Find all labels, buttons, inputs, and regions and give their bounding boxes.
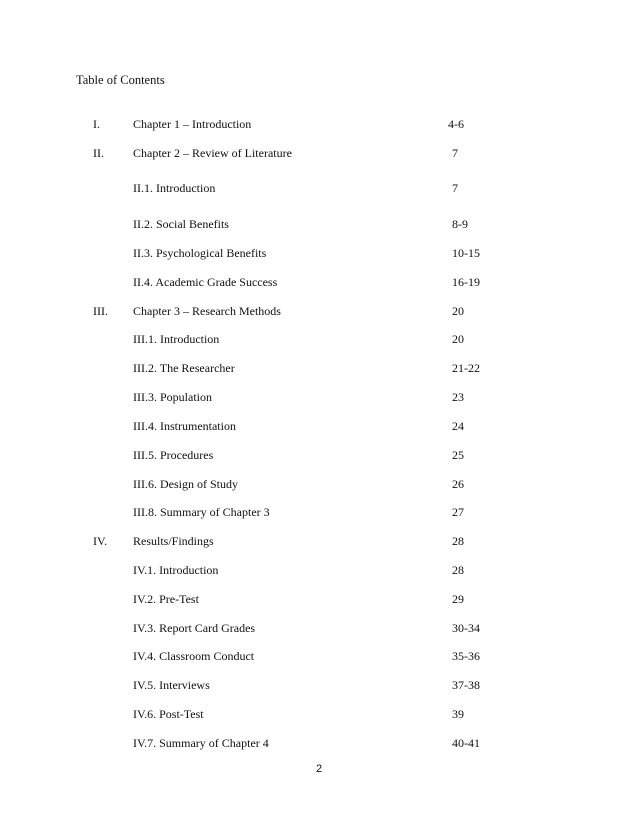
toc-entry-pages: 16-19 xyxy=(452,275,480,289)
toc-entry xyxy=(0,591,638,607)
toc-entry-pages: 25 xyxy=(452,448,464,462)
toc-entry-pages: 21-22 xyxy=(452,361,480,375)
toc-entry xyxy=(0,562,638,578)
toc-entry xyxy=(0,360,638,376)
toc-entry xyxy=(0,216,638,232)
toc-entry-pages: 39 xyxy=(452,707,464,721)
toc-entry-number: III. xyxy=(93,304,108,318)
toc-entry-pages: 28 xyxy=(452,534,464,548)
toc-entry-pages: 20 xyxy=(452,304,464,318)
toc-entry-number: IV. xyxy=(93,534,108,548)
toc-entry-pages: 40-41 xyxy=(452,736,480,750)
toc-entry-label: III.2. The Researcher xyxy=(133,361,235,375)
toc-entry-pages: 30-34 xyxy=(452,621,480,635)
toc-entry-label: IV.6. Post-Test xyxy=(133,707,204,721)
toc-entry-label: IV.1. Introduction xyxy=(133,563,219,577)
toc-entry xyxy=(0,389,638,405)
toc-entry xyxy=(0,331,638,347)
toc-entry-label: II.1. Introduction xyxy=(133,181,216,195)
toc-entry-label: IV.4. Classroom Conduct xyxy=(133,649,255,663)
toc-entry xyxy=(0,418,638,434)
toc-entry xyxy=(0,274,638,290)
toc-entry xyxy=(0,533,638,549)
toc-entry-label: Chapter 3 – Research Methods xyxy=(133,304,281,318)
toc-entry-pages: 26 xyxy=(452,477,464,491)
toc-entry-label: III.3. Population xyxy=(133,390,212,404)
toc-entry-label: II.2. Social Benefits xyxy=(133,217,229,231)
toc-entry-pages: 27 xyxy=(452,505,464,519)
toc-entry xyxy=(0,145,638,161)
toc-entry xyxy=(0,706,638,722)
toc-entry-label: Chapter 2 – Review of Literature xyxy=(133,146,292,160)
toc-entry xyxy=(0,476,638,492)
toc-entry-pages: 20 xyxy=(452,332,464,346)
toc-entry xyxy=(0,735,638,751)
toc-entry-label: III.5. Procedures xyxy=(133,448,214,462)
toc-entry xyxy=(0,648,638,664)
toc-entry-label: Chapter 1 – Introduction xyxy=(133,117,252,131)
toc-entry-number: I. xyxy=(93,117,100,131)
toc-entry-pages: 28 xyxy=(452,563,464,577)
toc-entry xyxy=(0,447,638,463)
toc-entry xyxy=(0,620,638,636)
toc-entry-label: III.8. Summary of Chapter 3 xyxy=(133,505,270,519)
toc-entry-label: IV.3. Report Card Grades xyxy=(133,621,256,635)
toc-entry-pages: 7 xyxy=(452,181,458,195)
toc-entry-label: III.1. Introduction xyxy=(133,332,220,346)
toc-entry-pages: 37-38 xyxy=(452,678,480,692)
toc-entry-label: IV.2. Pre-Test xyxy=(133,592,199,606)
toc-entry-pages: 7 xyxy=(452,146,458,160)
toc-entry xyxy=(0,677,638,693)
toc-entry-label: IV.7. Summary of Chapter 4 xyxy=(133,736,269,750)
toc-entry-label: III.6. Design of Study xyxy=(133,477,238,491)
toc-entry xyxy=(0,504,638,520)
toc-entry-label: III.4. Instrumentation xyxy=(133,419,236,433)
toc-entry-pages: 10-15 xyxy=(452,246,480,260)
toc-entry-pages: 35-36 xyxy=(452,649,480,663)
toc-entry xyxy=(0,180,638,196)
toc-entry-label: IV.5. Interviews xyxy=(133,678,210,692)
toc-entry xyxy=(0,245,638,261)
page-number: 2 xyxy=(315,763,323,775)
toc-entry-pages: 29 xyxy=(452,592,464,606)
toc-entry-label: II.4. Academic Grade Success xyxy=(133,275,278,289)
toc-entry-pages: 4-6 xyxy=(448,117,464,131)
toc-title: Table of Contents xyxy=(76,73,165,87)
toc-entry xyxy=(0,116,638,132)
toc-entry-number: II. xyxy=(93,146,104,160)
toc-entry-label: Results/Findings xyxy=(133,534,214,548)
toc-entry-pages: 24 xyxy=(452,419,464,433)
toc-entry-label: II.3. Psychological Benefits xyxy=(133,246,267,260)
toc-entry xyxy=(0,303,638,319)
toc-entry-pages: 23 xyxy=(452,390,464,404)
toc-entry-pages: 8-9 xyxy=(452,217,468,231)
